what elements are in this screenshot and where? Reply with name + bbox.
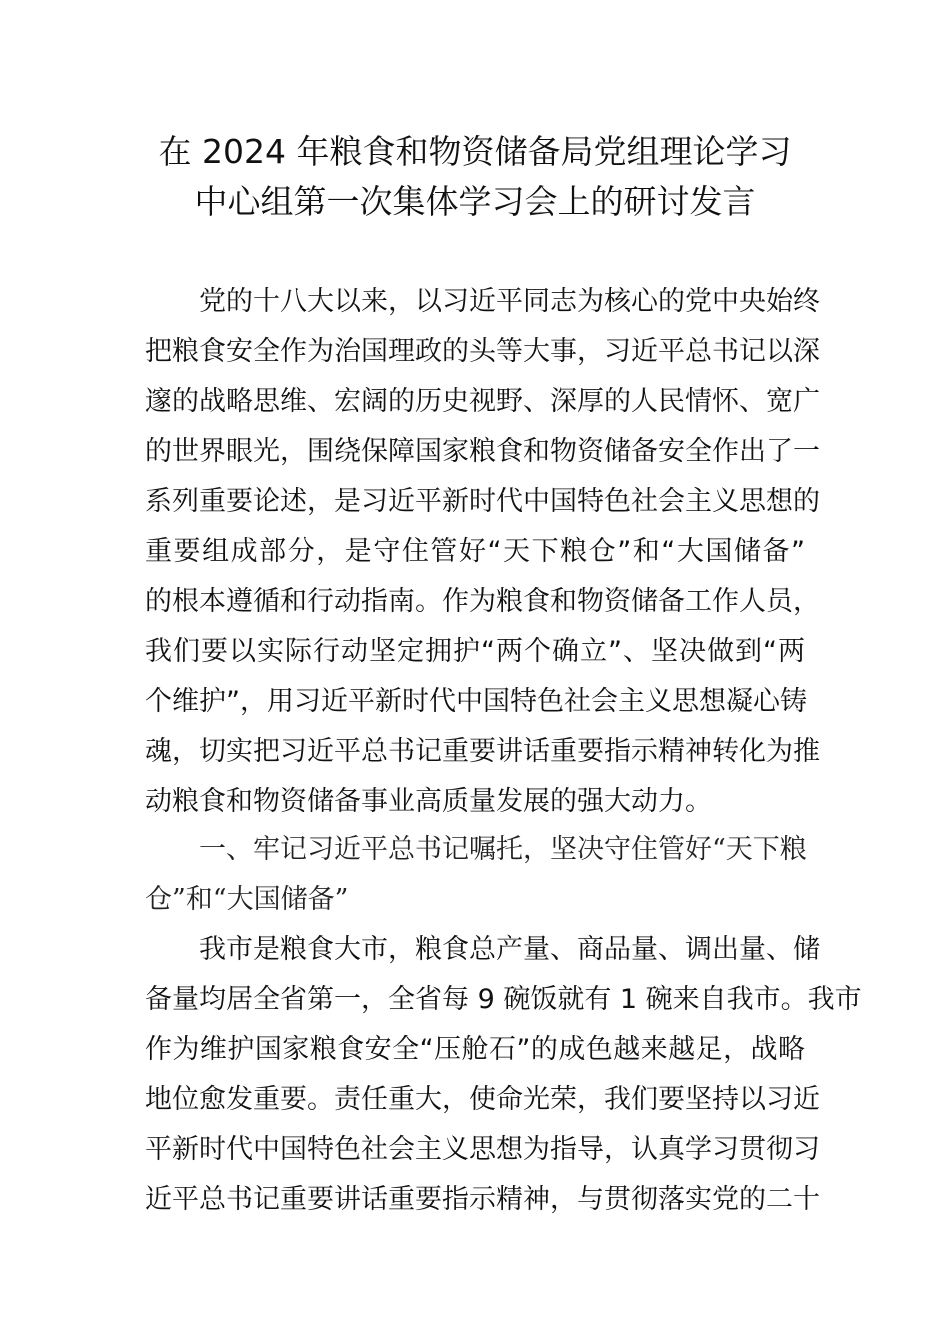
body-line: 系列重要论述，是习近平新时代中国特色社会主义思想的 xyxy=(145,486,820,517)
body-line: 的世界眼光，围绕保障国家粮食和物资储备安全作出了一 xyxy=(145,436,820,467)
section-heading: 一、牢记习近平总书记嘱托，坚决守住管好“天下粮 xyxy=(199,834,807,865)
body-line: 平新时代中国特色社会主义思想为指导，认真学习贯彻习 xyxy=(145,1134,820,1165)
document-title-line-2: 中心组第一次集体学习会上的研讨发言 xyxy=(194,182,756,221)
section-heading: 仓”和“大国储备” xyxy=(145,884,349,915)
body-line: 我市是粮食大市，粮食总产量、商品量、调出量、储 xyxy=(199,934,820,965)
document-title-line-1: 在 2024 年粮食和物资储备局党组理论学习 xyxy=(158,132,792,171)
body-line: 魂，切实把习近平总书记重要讲话重要指示精神转化为推 xyxy=(145,736,820,767)
body-line: 把粮食安全作为治国理政的头等大事，习近平总书记以深 xyxy=(145,336,820,367)
body-line: 近平总书记重要讲话重要指示精神，与贯彻落实党的二十 xyxy=(145,1184,820,1215)
body-line: 邃的战略思维、宏阔的历史视野、深厚的人民情怀、宽广 xyxy=(145,386,820,417)
body-line: 的根本遵循和行动指南。作为粮食和物资储备工作人员， xyxy=(145,586,820,617)
body-line: 党的十八大以来，以习近平同志为核心的党中央始终 xyxy=(199,286,820,317)
body-line: 我们要以实际行动坚定拥护“两个确立”、坚决做到“两 xyxy=(145,636,805,667)
body-line: 备量均居全省第一，全省每 9 碗饭就有 1 碗来自我市。我市 xyxy=(145,984,862,1015)
body-line: 地位愈发重要。责任重大，使命光荣，我们要坚持以习近 xyxy=(145,1084,820,1115)
body-line: 重要组成部分，是守住管好“天下粮仓”和“大国储备” xyxy=(145,536,805,567)
body-line: 作为维护国家粮食安全“压舱石”的成色越来越足，战略 xyxy=(145,1034,805,1065)
body-line: 个维护”，用习近平新时代中国特色社会主义思想凝心铸 xyxy=(145,686,807,717)
body-line: 动粮食和物资储备事业高质量发展的强大动力。 xyxy=(145,786,712,817)
